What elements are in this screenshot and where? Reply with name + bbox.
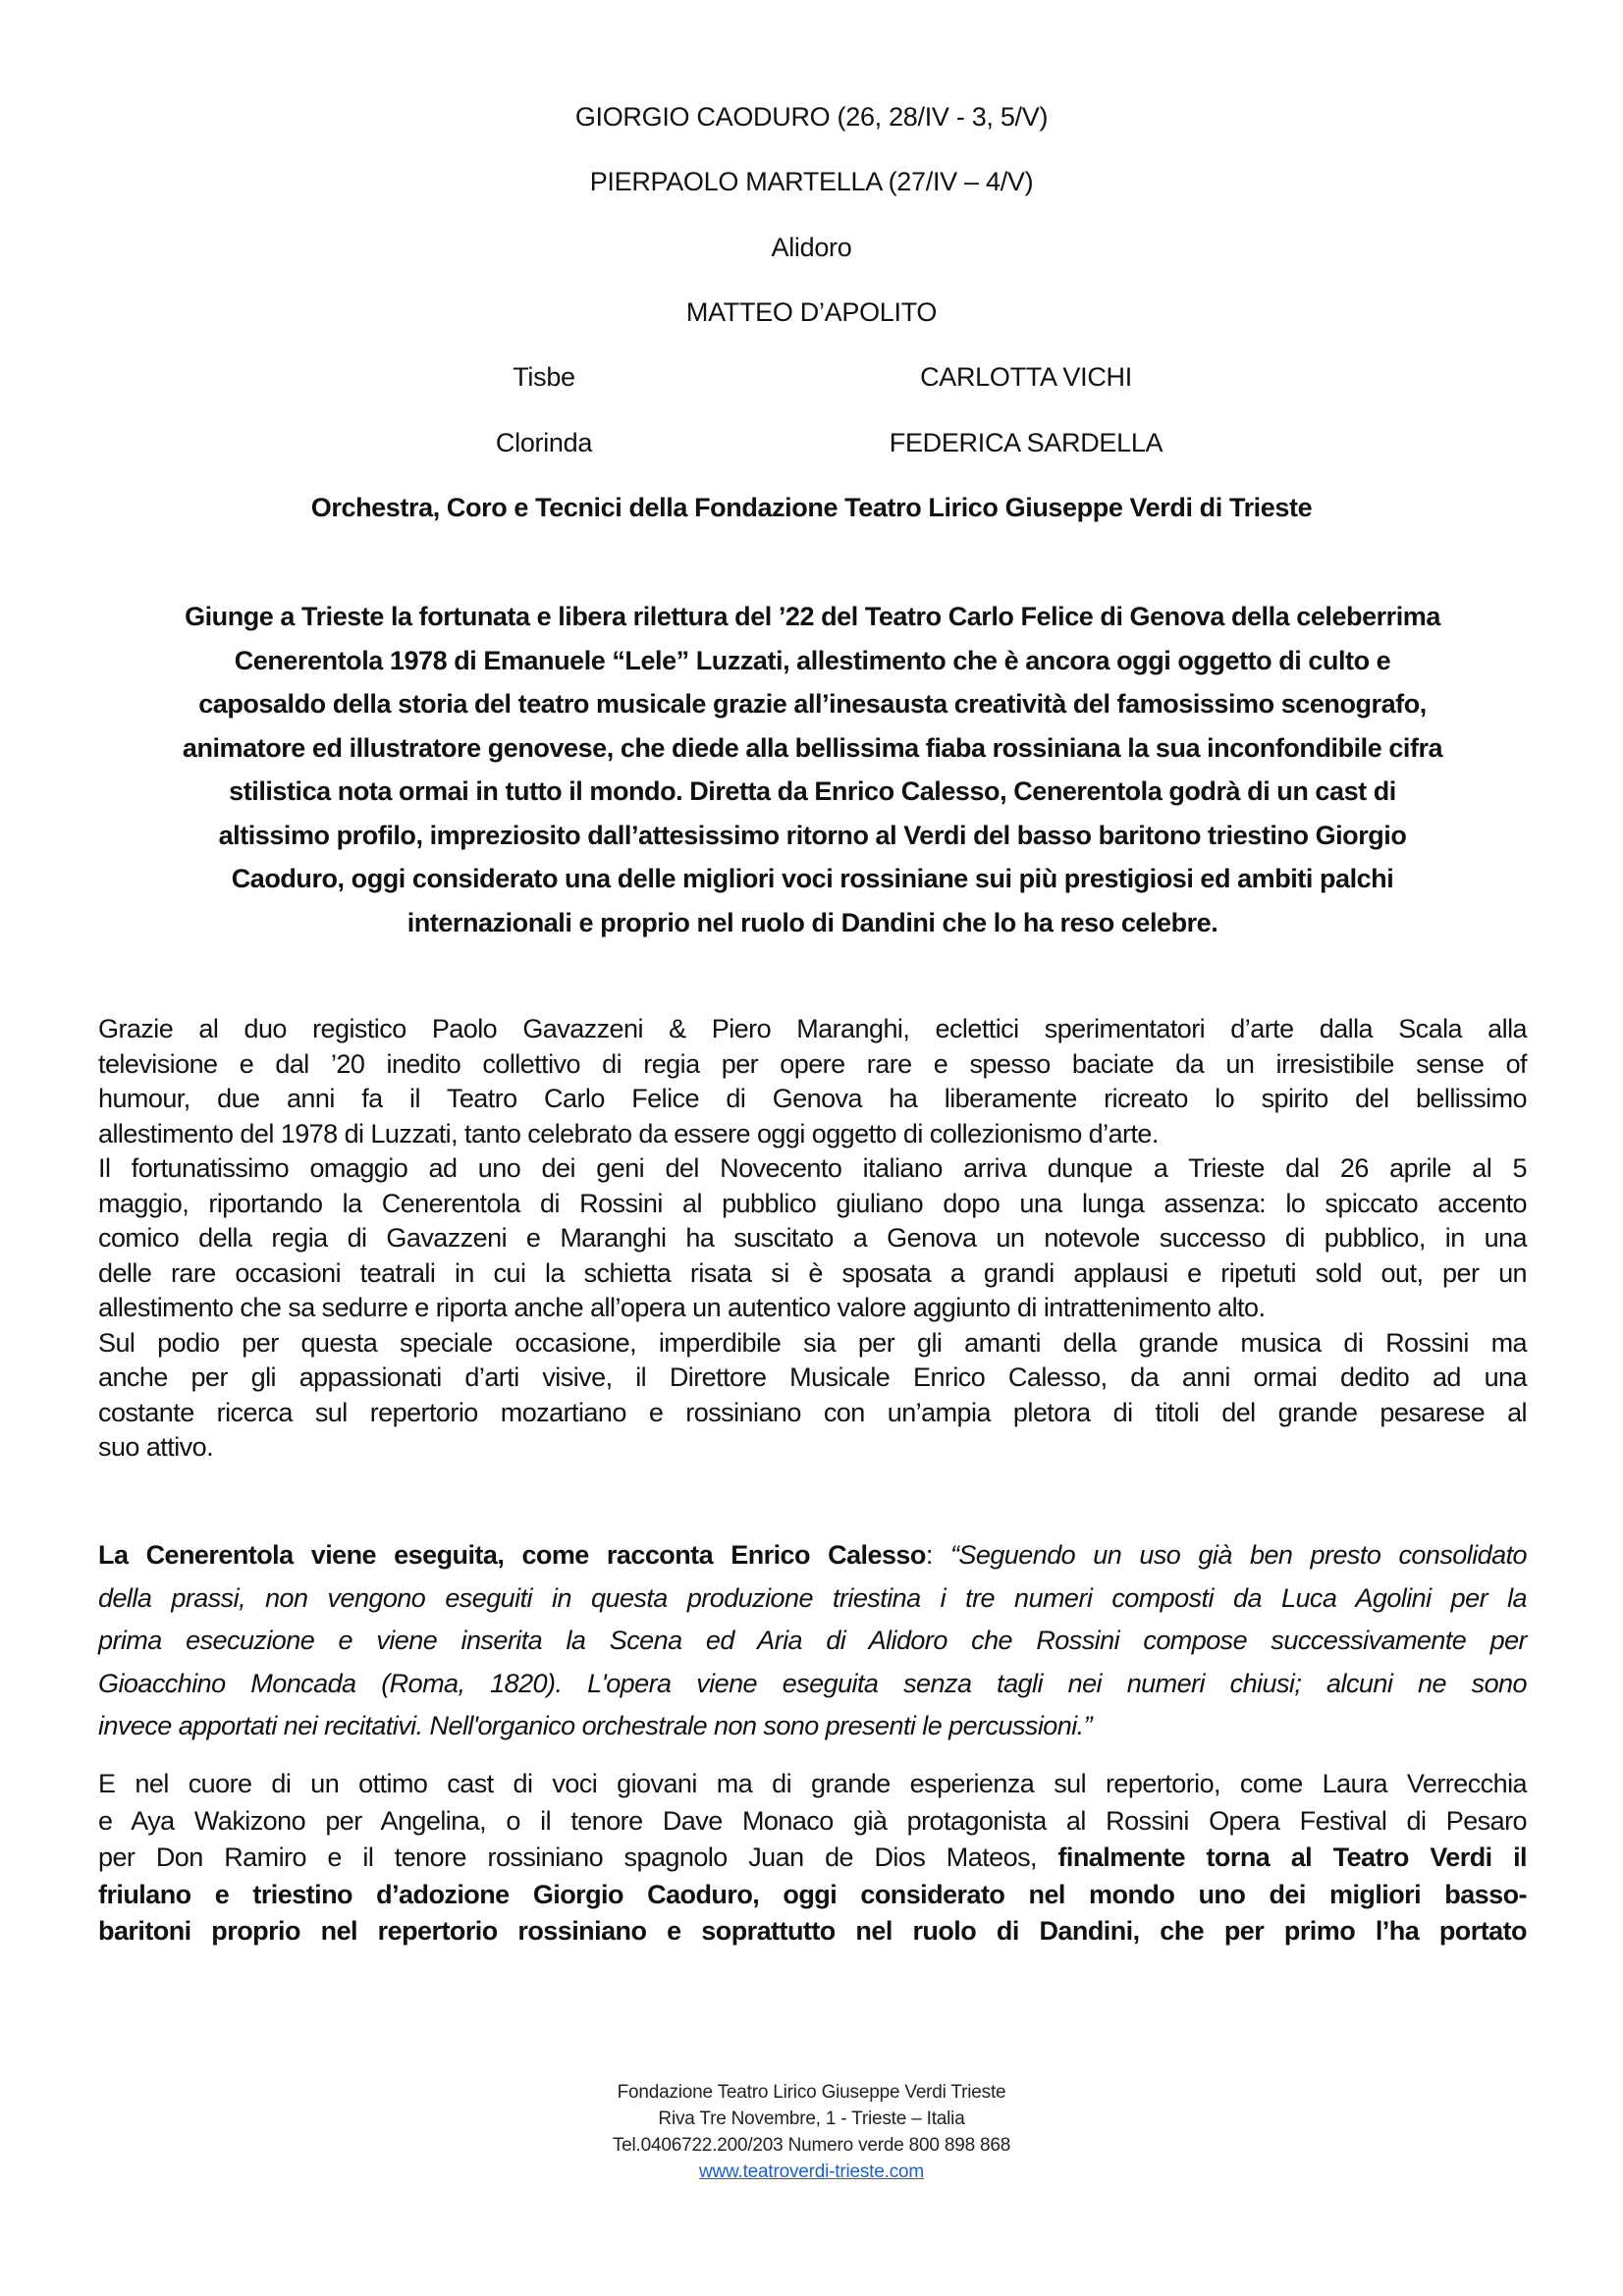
body-line: e Aya Wakizono per Angelina, o il tenore Dave Monaco già protagonista al Rossini Opera Festival di Pesaro [98,1805,1527,1836]
paragraph-cast-highlight [98,1766,1527,1950]
cast-dandini-caoduro: GIORGIO CAODURO (26, 28/IV - 3, 5/V) [574,102,1049,132]
body-line: allestimento del 1978 di Luzzati, tanto celebrato da essere oggi oggetto di collezionismo d’arte. [98,1118,1159,1148]
cast-dandini-martella: PIERPAOLO MARTELLA (27/IV – 4/V) [589,167,1034,196]
footer-address: Riva Tre Novembre, 1 - Trieste – Italia [658,2109,965,2129]
footer-website-link[interactable]: www.teatroverdi-trieste.com [698,2162,924,2182]
body-text-bold: finalmente torna al Teatro Verdi il [1057,1842,1527,1872]
footer-organization: Fondazione Teatro Lirico Giuseppe Verdi Trieste [617,2082,1006,2103]
role-alidoro: Alidoro [771,233,852,262]
lead-line: internazionali e proprio nel ruolo di Dandini che lo ha reso celebre. [406,907,1218,937]
body-line: comico della regia di Gavazzeni e Maranghi ha suscitato a Genova un notevole successo di pubblico, in una [98,1223,1527,1253]
body-line: anche per gli appassionati d’arti visive, il Direttore Musicale Enrico Calesso, da anni ormai dedito ad una [98,1362,1527,1392]
body-line: maggio, riportando la Cenerentola di Rossini al pubblico giuliano dopo una lunga assenza: lo spiccato accento [98,1188,1527,1218]
orchestra-credit: Orchestra, Coro e Tecnici della Fondazione Teatro Lirico Giuseppe Verdi di Trieste [310,493,1313,522]
cast-clorinda-name: FEDERICA SARDELLA [889,428,1163,457]
body-line: E nel cuore di un ottimo cast di voci giovani ma di grande esperienza sul repertorio, come Laura Verrecchia [98,1769,1527,1798]
body-line: Grazie al duo registico Paolo Gavazzeni & Piero Maranghi, eclettici sperimentatori d’arte dalla Scala alla [98,1014,1527,1043]
body-line: baritoni proprio nel repertorio rossiniano e soprattutto nel ruolo di Dandini, che per primo l’ha portato [98,1916,1527,1946]
lead-paragraph [93,595,1532,944]
body-line-mixed [98,1840,1527,1877]
quote-colon: : [925,1540,950,1570]
quote-text-start: “Seguendo un uso già ben presto consolidato [949,1540,1527,1570]
page-footer [0,2079,1623,2185]
body-text-regular: per Don Ramiro e il tenore rossiniano spagnolo Juan de Dios Mateos, [98,1842,1058,1872]
role-clorinda: Clorinda [495,428,593,457]
lead-line: caposaldo della storia del teatro musicale grazie all’inesausta creatività del famosissimo scenografo, [198,689,1427,719]
quote-line: prima esecuzione e viene inserita la Scena ed Aria di Alidoro che Rossini compose successivamente per [98,1626,1527,1655]
body-line: allestimento che sa sedurre e riporta anche all’opera un autentico valore aggiunto di intrattenimento alto. [98,1293,1266,1322]
cast-tisbe-name: CARLOTTA VICHI [920,362,1132,392]
lead-line: Cenerentola 1978 di Emanuele “Lele” Luzzati, allestimento che è ancora oggi oggetto di culto e [234,645,1391,675]
body-line: humour, due anni fa il Teatro Carlo Felice di Genova ha liberamente ricreato lo spirito del bellissimo [98,1084,1527,1113]
body-line: Il fortunatissimo omaggio ad uno dei geni del Novecento italiano arriva dunque a Trieste dal 26 aprile al 5 [98,1153,1527,1183]
quote-intro-bold: La Cenerentola viene eseguita, come racconta Enrico Calesso [98,1540,926,1570]
role-tisbe: Tisbe [513,362,575,392]
paragraph-conductor [98,1326,1527,1466]
quote-line: invece apportati nei recitativi. Nell'organico orchestrale non sono presenti le percussioni.” [98,1711,1093,1740]
paragraph-quote [98,1534,1527,1748]
footer-phone: Tel.0406722.200/203 Numero verde 800 898 868 [612,2135,1011,2156]
body-line: Sul podio per questa speciale occasione, imperdibile sia per gli amanti della grande musica di Rossini ma [98,1327,1527,1358]
body-paragraphs [98,1012,1527,1466]
lead-line: Giunge a Trieste la fortunata e libera rilettura del ’22 del Teatro Carlo Felice di Genova della celeberrima [185,602,1440,631]
body-line: televisione e dal ’20 inedito collettivo di regia per opere rare e spesso baciate da un irresistibile sense of [98,1048,1527,1079]
lead-line: altissimo profilo, impreziosito dall’attesissimo ritorno al Verdi del basso baritono triestino Giorgio [218,820,1407,850]
paragraph-direction [98,1012,1527,1151]
lead-line: stilistica nota ormai in tutto il mondo. Diretta da Enrico Calesso, Cenerentola godrà di un cast di [229,776,1396,806]
paragraph-tribute [98,1151,1527,1326]
body-line: suo attivo. [98,1432,214,1462]
lead-line: animatore ed illustratore genovese, che diede alla bellissima fiaba rossiniana la sua inconfondibile cifra [182,732,1443,763]
quote-intro-line [98,1534,1527,1577]
cast-alidoro-name: MATTEO D’APOLITO [685,297,938,327]
quote-line: della prassi, non vengono eseguiti in questa produzione triestina i tre numeri composti da Luca Agolini per la [98,1582,1527,1613]
quote-line: Gioacchino Moncada (Roma, 1820). L'opera viene eseguita senza tagli nei numeri chiusi; alcuni ne sono [98,1668,1527,1698]
lead-line: Caoduro, oggi considerato una delle migliori voci rossiniane sui più prestigiosi ed ambiti palchi [231,864,1394,893]
body-line: costante ricerca sul repertorio mozartiano e rossiniano con un’ampia pletora di titoli del grande pesarese al [98,1397,1527,1427]
body-line: delle rare occasioni teatrali in cui la schietta risata si è sposata a grandi applausi e ripetuti sold out, per un [98,1257,1527,1288]
body-line: friulano e triestino d’adozione Giorgio Caoduro, oggi considerato nel mondo uno dei migliori basso- [98,1879,1527,1909]
